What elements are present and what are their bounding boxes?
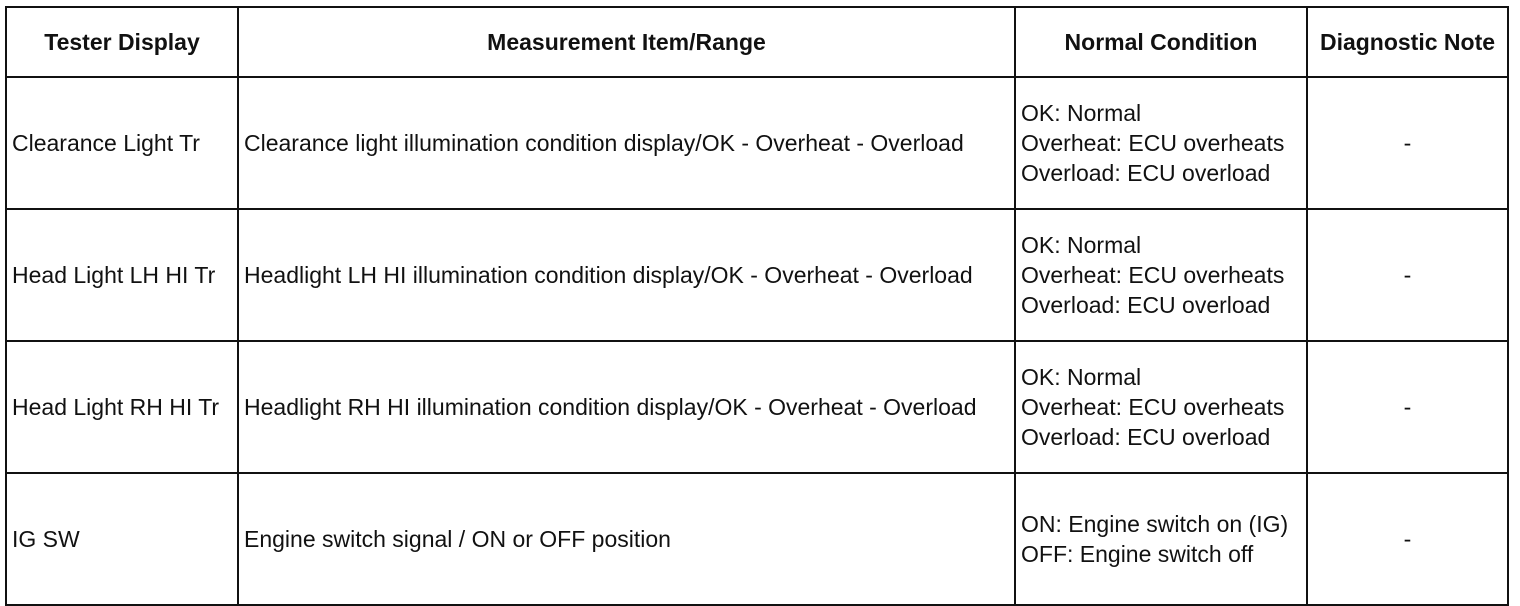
diagnostic-note-cell: - [1307, 473, 1508, 605]
diagnostic-note-cell: - [1307, 209, 1508, 341]
diagnostic-note-cell: - [1307, 341, 1508, 473]
condition-line: ON: Engine switch on (IG) [1021, 511, 1289, 537]
condition-line: OK: Normal [1021, 364, 1142, 390]
normal-condition-cell [1015, 77, 1307, 209]
condition-line: OK: Normal [1021, 100, 1142, 126]
table-row [6, 341, 1508, 473]
condition-line: OK: Normal [1021, 232, 1142, 258]
condition-line: Overheat: ECU overheats [1021, 394, 1285, 420]
normal-condition-cell [1015, 473, 1307, 605]
measurement-cell: Engine switch signal / ON or OFF position [238, 473, 1015, 605]
diagnostic-note-cell: - [1307, 77, 1508, 209]
normal-condition-cell [1015, 341, 1307, 473]
header-tester-display: Tester Display [6, 7, 238, 77]
measurement-cell: Headlight RH HI illumination condition display/OK - Overheat - Overload [238, 341, 1015, 473]
measurement-cell: Clearance light illumination condition display/OK - Overheat - Overload [238, 77, 1015, 209]
condition-line: OFF: Engine switch off [1021, 541, 1254, 567]
table-row [6, 77, 1508, 209]
header-row [6, 7, 1508, 77]
condition-line: Overheat: ECU overheats [1021, 130, 1285, 156]
tester-display-cell: Head Light RH HI Tr [6, 341, 238, 473]
header-normal-condition: Normal Condition [1015, 7, 1307, 77]
condition-line: Overheat: ECU overheats [1021, 262, 1285, 288]
table-body [6, 77, 1508, 605]
condition-line: Overload: ECU overload [1021, 424, 1271, 450]
tester-display-cell: IG SW [6, 473, 238, 605]
normal-condition-cell [1015, 209, 1307, 341]
header-diagnostic-note: Diagnostic Note [1307, 7, 1508, 77]
table-row [6, 209, 1508, 341]
tester-display-cell: Head Light LH HI Tr [6, 209, 238, 341]
header-measurement-item-range: Measurement Item/Range [238, 7, 1015, 77]
table-row [6, 473, 1508, 605]
tester-display-cell: Clearance Light Tr [6, 77, 238, 209]
condition-line: Overload: ECU overload [1021, 292, 1271, 318]
data-list-table [5, 6, 1509, 606]
measurement-cell: Headlight LH HI illumination condition display/OK - Overheat - Overload [238, 209, 1015, 341]
table-header [6, 7, 1508, 77]
condition-line: Overload: ECU overload [1021, 160, 1271, 186]
